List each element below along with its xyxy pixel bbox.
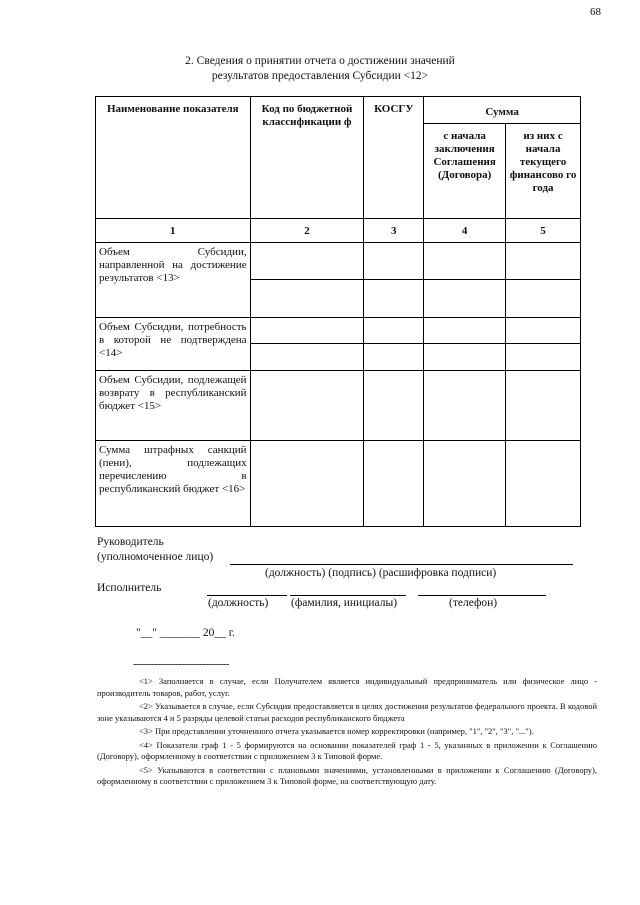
table-row bbox=[96, 318, 581, 371]
table-cell bbox=[364, 243, 424, 318]
date-field: "__" _______ 20__ г. bbox=[136, 627, 236, 639]
column-number-5: 5 bbox=[506, 219, 581, 243]
table-cell bbox=[364, 371, 424, 441]
table-cell bbox=[506, 371, 581, 441]
executor-phone-caption: (телефон) bbox=[449, 597, 498, 609]
table-cell bbox=[424, 318, 506, 371]
header-since-agreement: с начала заключения Соглашения (Договора) bbox=[424, 123, 506, 218]
table-cell bbox=[424, 243, 506, 318]
footnote-separator: -------------------------------- bbox=[133, 659, 229, 670]
executor-phone-line bbox=[418, 595, 546, 596]
page-number: 68 bbox=[590, 6, 601, 18]
table-cell bbox=[506, 441, 581, 527]
row-label: Объем Субсидии, потребность в которой не подтверждена <14> bbox=[96, 318, 251, 371]
executor-position-caption: (должность) bbox=[208, 597, 269, 609]
row-label: Сумма штрафных санкций (пени), подлежащих перечислению в республиканский бюджет <16> bbox=[96, 441, 251, 527]
executor-name-caption: (фамилия, инициалы) bbox=[291, 597, 398, 609]
header-current-year: из них с начала текущего финансово го года bbox=[506, 123, 581, 218]
header-indicator-name: Наименование показателя bbox=[96, 97, 251, 219]
report-table bbox=[95, 96, 581, 527]
table-row bbox=[96, 243, 581, 318]
footnote-item: <3> При представлении уточненного отчета указывается номер корректировки (например, "1", "2", "3", "..."). bbox=[139, 726, 534, 736]
table-cell bbox=[250, 243, 364, 318]
head-signature-line bbox=[230, 564, 573, 565]
heading-line-1: 2. Сведения о принятии отчета о достижении значений bbox=[185, 55, 455, 67]
table-row bbox=[96, 371, 581, 441]
header-budget-code: Код по бюджетной классификации ф bbox=[250, 97, 364, 219]
table-cell bbox=[364, 318, 424, 371]
section-heading bbox=[0, 54, 640, 84]
column-number-3: 3 bbox=[364, 219, 424, 243]
table-cell bbox=[250, 371, 364, 441]
head-signature-caption: (должность) (подпись) (расшифровка подписи) bbox=[265, 567, 497, 579]
table-cell bbox=[424, 441, 506, 527]
row-label: Объем Субсидии, подлежащей возврату в республиканский бюджет <15> bbox=[96, 371, 251, 441]
footnote-item: <2> Указывается в случае, если Субсидия предоставляется в целях достижения результатов федерального проекта. В кодовой зоне указываются 4 и 5 разряды целевой статьи расходов республиканского бюджета bbox=[97, 701, 597, 723]
row-label: Объем Субсидии, направленной на достижение результатов <13> bbox=[96, 243, 251, 318]
column-number-4: 4 bbox=[424, 219, 506, 243]
table-cell bbox=[250, 318, 364, 371]
column-number-1: 1 bbox=[96, 219, 251, 243]
table-cell bbox=[364, 441, 424, 527]
footnotes bbox=[97, 676, 597, 788]
executor-position-line bbox=[207, 595, 287, 596]
footnote-item: <5> Указываются в соответствии с плановыми значениями, установленными в приложении к Соглашению (Договору), оформленному в соответствии с приложением 3 к Типовой форме, на соответствующую дату. bbox=[97, 764, 597, 786]
authorized-person-label: (уполномоченное лицо) bbox=[97, 551, 214, 563]
table-cell bbox=[424, 371, 506, 441]
footnote-item: <4> Показатели граф 1 - 5 формируются на основании показателей граф 1 - 5, указанных в приложении к Соглашению (Договору), оформленному в соответствии с приложением 3 к Типовой форме. bbox=[97, 739, 597, 761]
header-sum: Сумма bbox=[424, 97, 581, 124]
heading-line-2: результатов предоставления Субсидии <12> bbox=[211, 70, 429, 82]
header-kosgu: КОСГУ bbox=[364, 97, 424, 219]
column-number-2: 2 bbox=[250, 219, 364, 243]
footnote-item: <1> Заполняется в случае, если Получателем является индивидуальный предприниматель или физическое лицо - производитель товаров, работ, услуг. bbox=[97, 676, 597, 698]
head-label: Руководитель bbox=[97, 536, 164, 548]
table-cell bbox=[506, 318, 581, 371]
executor-label: Исполнитель bbox=[97, 582, 162, 594]
table-row bbox=[96, 441, 581, 527]
table-cell bbox=[506, 243, 581, 318]
table-cell bbox=[250, 441, 364, 527]
executor-name-line bbox=[290, 595, 406, 596]
